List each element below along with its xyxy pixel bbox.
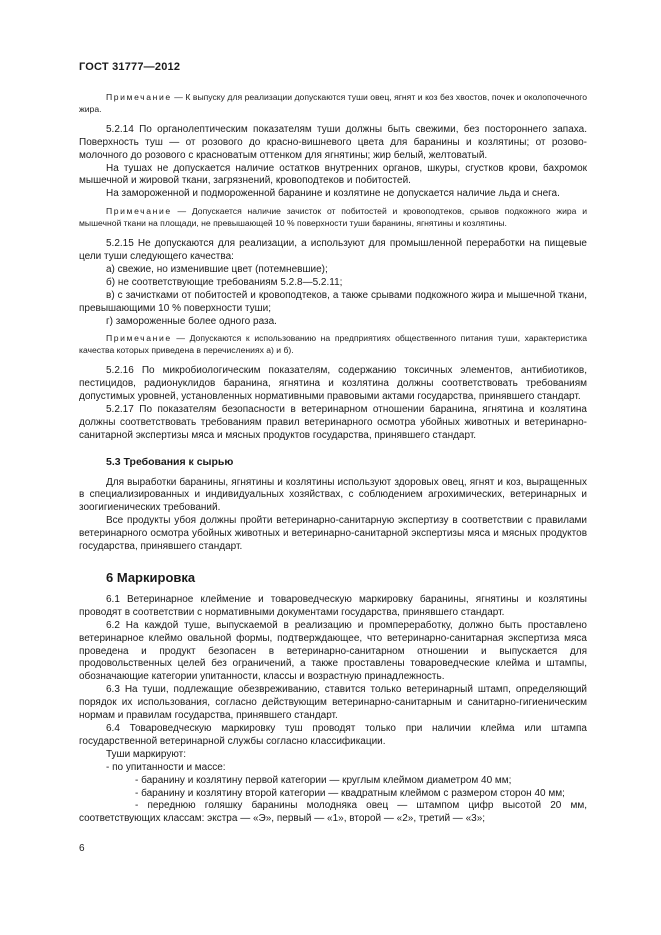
paragraph-6-1: 6.1 Ветеринарное клеймение и товароведческую маркировку баранины, ягнятины и козлятины проводят в соответствии с нормативными документами государства, принявшего стандарт. (79, 593, 587, 618)
paragraph-5-2-14: 5.2.14 По органолептическим показателям туши должны быть свежими, без постороннего запаха. Поверхность туш — от розового до красно-вишневого цвета для баранины и козлятины; от розово-молочного до розового с красноватым оттенком для ягнятины; жир белый, желтоватый. (79, 123, 587, 161)
paragraph-6-2: 6.2 На каждой туше, выпускаемой в реализацию и промпереработку, должно быть проставлено ветеринарное клеймо овальной формы, подтверждающее, что ветеринарно-санитарная экспертиза мяса проведена и продукт безопасен в ветеринарно-санитарном отношении и выпускается для продовольственных целей без ограничений, а также проставлены товароведческие клейма и штампы, обозначающие категории упитанности, классы и возрастную принадлежность. (79, 619, 587, 683)
paragraph-5-2-14-c: На замороженной и подмороженной баранине и козлятине не допускается наличие льда и снега. (106, 188, 560, 200)
note-2 (79, 206, 587, 230)
note-label: Примечание (106, 206, 172, 217)
paragraph-5-2-14-b: На тушах не допускается наличие остатков внутренних органов, шкуры, сгустков крови, бахромок мышечной и жировой ткани, загрязнений, кровоподтеков и побитостей. (79, 162, 587, 187)
list-item: - баранину и козлятину второй категории — квадратным клеймом с размером сторон 40 мм; (135, 787, 565, 799)
section-heading-5-3: 5.3 Требования к сырью (106, 455, 234, 468)
list-item: - переднюю голяшку баранины молодняка овец — штампом цифр высотой 20 мм, соответствующих классам: экстра — «Э», первый — «1», второй — «2», третий — «3»; (79, 800, 587, 825)
note-text: — Допускаются к использованию на предприятиях общественного питания туши, характеристика качества которых приведена в перечислениях а) и б). (79, 333, 587, 356)
note-1 (79, 92, 587, 116)
list-item: - баранину и козлятину первой категории — круглым клеймом диаметром 40 мм; (135, 774, 512, 786)
page-number: 6 (79, 843, 85, 854)
list-item: в) с зачистками от побитостей и кровоподтеков, а также срывами подкожного жира и мышечной ткани, превышающими 10 % поверхности туши; (79, 289, 587, 314)
document-body (79, 92, 587, 826)
list-item: б) не соответствующие требованиям 5.2.8—5.2.11; (106, 276, 343, 288)
paragraph-6-4-b: - по упитанности и массе: (106, 761, 226, 773)
section-heading-6: 6 Маркировка (106, 570, 196, 585)
paragraph-6-4: 6.4 Товароведческую маркировку туш проводят только при наличии клейма или штампа государственной ветеринарной службы согласно классификации. (79, 722, 587, 747)
paragraph-6-4-a: Туши маркируют: (106, 748, 186, 760)
paragraph-6-3: 6.3 На туши, подлежащие обезвреживанию, ставится только ветеринарный штамп, определяющий порядок их использования, согласно действующим ветеринарно-санитарным и санитарно-гигиеническим нормам и правилам государства, принявшего стандарт. (79, 684, 587, 722)
note-text: — К выпуску для реализации допускаются туши овец, ягнят и коз без хвостов, почек и околопочечного жира. (79, 92, 587, 114)
paragraph-5-2-15: 5.2.15 Не допускаются для реализации, а используют для промышленной переработки на пищевые цели туши следующего качества: (79, 238, 587, 262)
list-item: а) свежие, но изменившие цвет (потемневшие); (106, 263, 328, 275)
note-3 (79, 333, 587, 357)
paragraph-5-3-b: Все продукты убоя должны пройти ветеринарно-санитарную экспертизу в соответствии с правилами ветеринарного осмотра убойных животных и ветеринарно-санитарной экспертизы мяса и мясных продуктов государства, принявшего стандарт. (79, 515, 587, 553)
list-item: г) замороженные более одного раза. (106, 315, 277, 327)
note-label: Примечание (106, 92, 172, 102)
paragraph-5-2-17: 5.2.17 По показателям безопасности в ветеринарном отношении баранина, ягнятина и козлятина должны соответствовать требованиям правил ветеринарного осмотра убойных животных и ветеринарно-санитарной экспертизы мяса и мясных продуктов государства, принявшего стандарт. (79, 403, 587, 441)
note-label: Примечание (106, 333, 172, 344)
doc-header: ГОСТ 31777—2012 (79, 61, 181, 73)
paragraph-5-2-16: 5.2.16 По микробиологическим показателям, содержанию токсичных элементов, антибиотиков, пестицидов, радионуклидов баранина, ягнятина и козлятина должны соответствовать требованиям допустимых уровней, установленных нормативными правовыми актами государства, принявшего стандарт. (79, 365, 587, 403)
paragraph-5-3-a: Для выработки баранины, ягнятины и козлятины используют здоровых овец, ягнят и коз, выращенных в специализированных и индивидуальных хозяйствах, с соблюдением агрохимических, ветеринарных и зоогигиенических требований. (79, 476, 587, 514)
note-text: — Допускается наличие зачисток от побитостей и кровоподтеков, срывов подкожного жира и мышечной ткани на площади, не превышающей 10 % поверхности туши баранины, ягнятины и козлятины. (79, 206, 587, 229)
